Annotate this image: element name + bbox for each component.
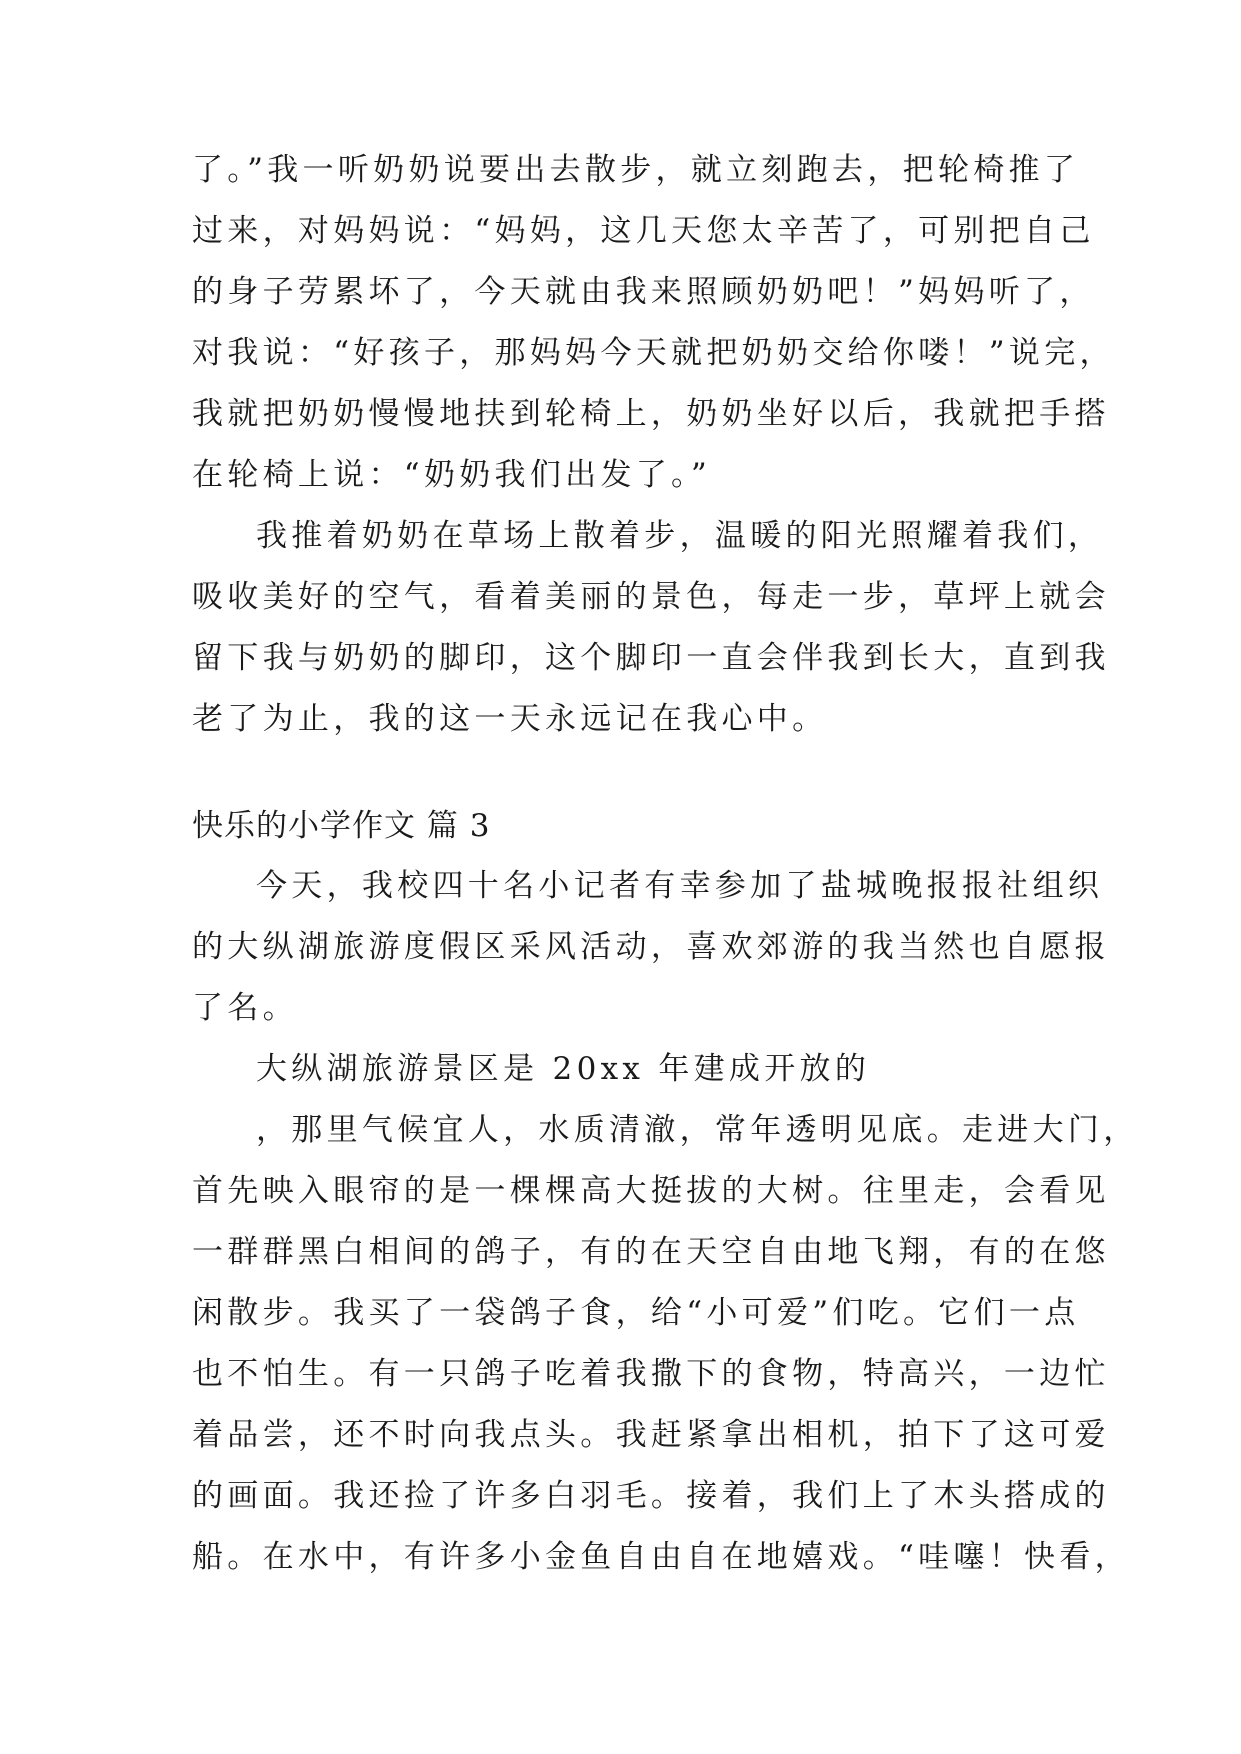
text-line: ，那里气候宜人，水质清澈，常年透明见底。走进大门， <box>256 1112 1139 1148</box>
text-line: 的大纵湖旅游度假区采风活动，喜欢郊游的我当然也自愿报 <box>192 929 1110 965</box>
text-line: 对我说：“好孩子，那妈妈今天就把奶奶交给你喽！”说完， <box>192 335 1115 371</box>
text-line: 我就把奶奶慢慢地扶到轮椅上，奶奶坐好以后，我就把手搭 <box>192 396 1110 432</box>
text-line: 的身子劳累坏了，今天就由我来照顾奶奶吧！”妈妈听了， <box>192 274 1095 310</box>
text-line: 吸收美好的空气，看着美丽的景色，每走一步，草坪上就会 <box>192 579 1110 615</box>
paragraph-first-line: 今天，我校四十名小记者有幸参加了盐城晚报报社组织 <box>256 868 1104 904</box>
paragraph-first-line: 我推着奶奶在草场上散着步，温暖的阳光照耀着我们， <box>256 518 1104 554</box>
text-line: 首先映入眼帘的是一棵棵高大挺拔的大树。往里走，会看见 <box>192 1173 1110 1209</box>
text-line: 过来，对妈妈说：“妈妈，这几天您太辛苦了，可别把自己 <box>192 213 1095 249</box>
text-line: 着品尝，还不时向我点头。我赶紧拿出相机，拍下了这可爱 <box>192 1417 1110 1453</box>
text-line: 在轮椅上说：“奶奶我们出发了。” <box>192 457 711 493</box>
text-line: 闲散步。我买了一袋鸽子食，给“小可爱”们吃。它们一点 <box>192 1295 1080 1331</box>
text-line: 老了为止，我的这一天永远记在我心中。 <box>192 701 828 737</box>
text-line: 了名。 <box>192 990 298 1026</box>
text-line: 的画面。我还捡了许多白羽毛。接着，我们上了木头搭成的 <box>192 1478 1110 1514</box>
text-line: 也不怕生。有一只鸽子吃着我撒下的食物，特高兴，一边忙 <box>192 1356 1110 1392</box>
text-line: 一群群黑白相间的鸽子，有的在天空自由地飞翔，有的在悠 <box>192 1234 1110 1270</box>
section-heading: 快乐的小学作文 篇 3 <box>192 808 491 844</box>
paragraph-first-line: 大纵湖旅游景区是 20xx 年建成开放的 <box>256 1051 871 1087</box>
text-line: 留下我与奶奶的脚印，这个脚印一直会伴我到长大，直到我 <box>192 640 1110 676</box>
text-line: 船。在水中，有许多小金鱼自由自在地嬉戏。“哇噻！快看， <box>192 1539 1130 1575</box>
text-line: 了。”我一听奶奶说要出去散步，就立刻跑去，把轮椅推了 <box>192 152 1080 188</box>
